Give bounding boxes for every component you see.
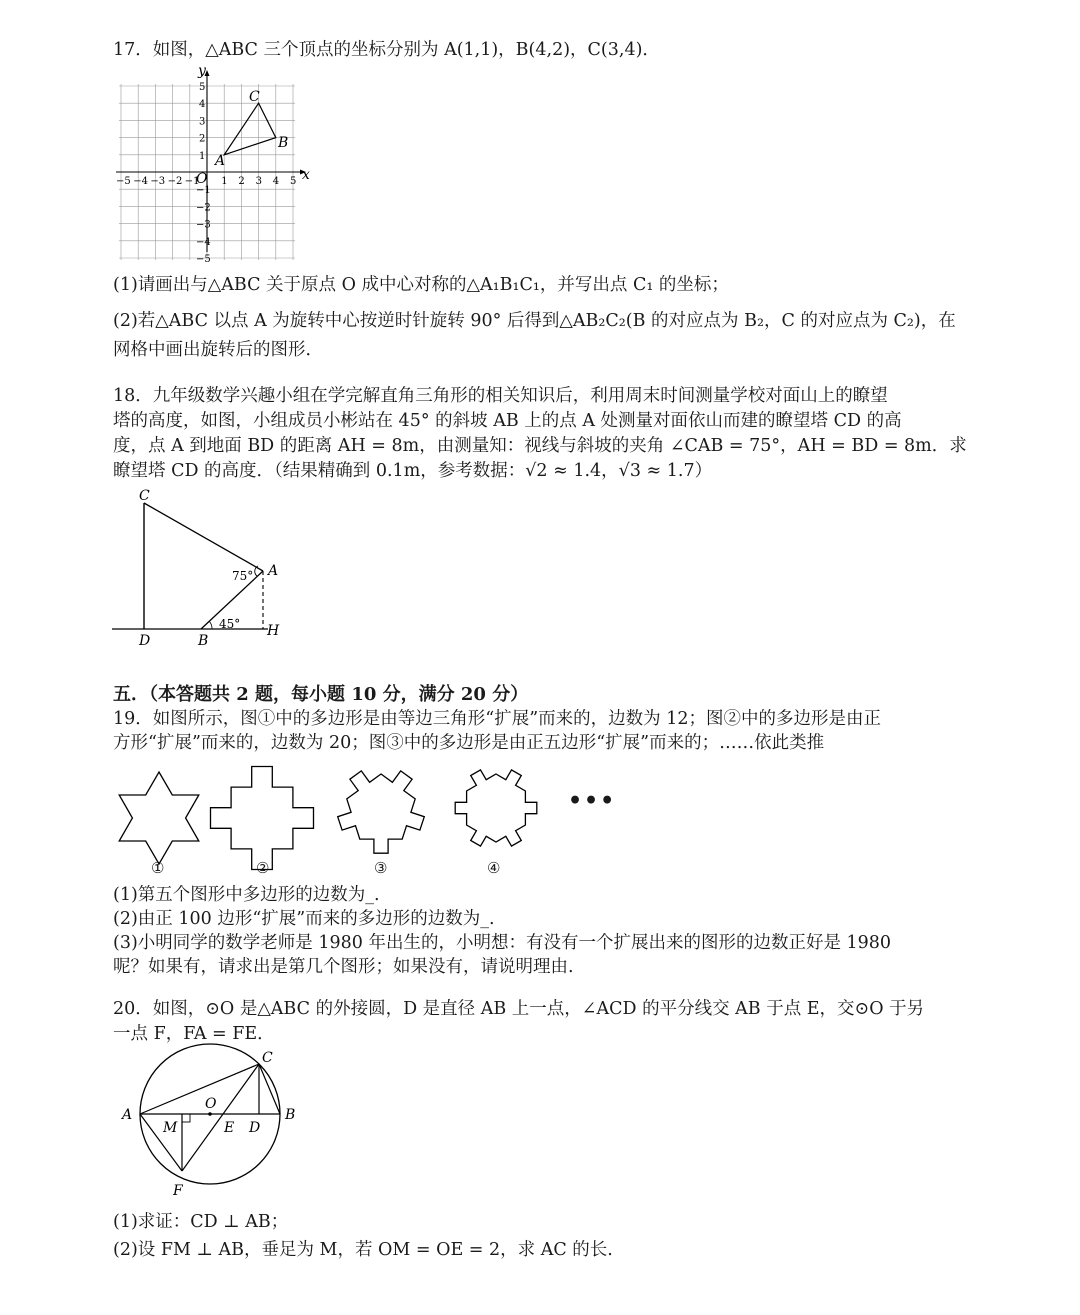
star-polygon bbox=[119, 772, 199, 864]
y-axis-label: y bbox=[198, 63, 206, 79]
hexagon-extended-polygon bbox=[455, 770, 537, 846]
point-b-label-20: B bbox=[285, 1107, 296, 1123]
x-tick-label: −2 bbox=[167, 176, 183, 187]
point-h-label: H bbox=[267, 623, 280, 639]
y-tick-label: −2 bbox=[196, 202, 211, 214]
q19-ellipsis: ••• bbox=[568, 788, 617, 814]
y-tick-label: −3 bbox=[196, 219, 211, 231]
point-b-label: B bbox=[198, 633, 209, 649]
x-tick-label: −5 bbox=[116, 176, 131, 187]
cross-polygon bbox=[211, 767, 314, 870]
point-c-label: C bbox=[139, 488, 150, 504]
x-tick-label: 1 bbox=[221, 176, 228, 187]
q17-part2-line1: (2)若△ABC 以点 A 为旋转中心按逆时针旋转 90° 后得到△AB₂C₂(B 的对应点为 B₂，C 的对应点为 C₂)，在 bbox=[113, 311, 956, 331]
q20-line1: 20．如图，⊙O 是△ABC 的外接圆，D 是直径 AB 上一点，∠ACD 的平分线交 AB 于点 E，交⊙O 于另 bbox=[113, 999, 925, 1019]
point-m-label: M bbox=[163, 1120, 178, 1136]
q20-part2: (2)设 FM ⊥ AB，垂足为 M，若 OM = OE = 2，求 AC 的长. bbox=[113, 1240, 613, 1260]
y-tick-label: −5 bbox=[196, 254, 211, 265]
q20-part1: (1)求证：CD ⊥ AB； bbox=[113, 1212, 289, 1232]
y-tick-label: −1 bbox=[196, 185, 211, 197]
q19-part3-line1: (3)小明同学的数学老师是 1980 年出生的，小明想：有没有一个扩展出来的图形的边数正好是 1980 bbox=[113, 933, 892, 953]
point-c-label-20: C bbox=[262, 1050, 273, 1066]
origin-label: O bbox=[196, 171, 208, 187]
x-tick-label: −1 bbox=[184, 176, 200, 187]
x-tick-label: −4 bbox=[133, 176, 148, 187]
x-tick-label: 3 bbox=[255, 176, 262, 187]
q20-circle-figure bbox=[112, 1046, 312, 1206]
triangle-abc bbox=[224, 103, 276, 155]
point-e-label: E bbox=[224, 1120, 235, 1136]
q17-part2-line2: 网格中画出旋转后的图形． bbox=[113, 340, 323, 360]
q17-part1: (1)请画出与△ABC 关于原点 O 成中心对称的△A₁B₁C₁，并写出点 C₁ 的坐标； bbox=[113, 275, 729, 295]
point-f-label: F bbox=[173, 1183, 183, 1199]
q19-label-1: ① bbox=[151, 859, 165, 877]
vertex-a-label: A bbox=[215, 153, 226, 169]
x-tick-label: 5 bbox=[290, 176, 297, 187]
y-tick-label: 1 bbox=[199, 150, 206, 162]
x-axis-label: x bbox=[302, 167, 310, 183]
q19-shape-2 bbox=[209, 765, 315, 871]
q17-coordinate-grid bbox=[112, 63, 312, 265]
point-o-label: O bbox=[205, 1096, 217, 1112]
q19-line1: 19．如图所示，图①中的多边形是由等边三角形“扩展”而来的，边数为 12；图②中的多边形是由正 bbox=[113, 709, 881, 729]
pentagon-extended-polygon bbox=[338, 771, 425, 853]
q19-label-2: ② bbox=[256, 859, 270, 877]
point-a-label-20: A bbox=[122, 1107, 133, 1123]
q17-stem: 17．如图，△ABC 三个顶点的坐标分别为 A(1,1)，B(4,2)，C(3,4)． bbox=[113, 40, 660, 60]
point-d-label: D bbox=[139, 633, 151, 649]
angle-75-label: 75° bbox=[232, 569, 254, 583]
x-tick-label: −3 bbox=[150, 176, 166, 187]
y-tick-label: 3 bbox=[199, 116, 206, 128]
y-tick-label: 2 bbox=[199, 133, 206, 145]
vertex-c-label: C bbox=[249, 89, 260, 105]
q19-part1: (1)第五个图形中多边形的边数为_. bbox=[113, 885, 380, 905]
q19-label-4: ④ bbox=[487, 859, 501, 877]
q19-line2: 方形“扩展”而来的，边数为 20；图③中的多边形是由正五边形“扩展”而来的；……依此类推 bbox=[113, 733, 825, 753]
y-tick-label: 4 bbox=[199, 99, 206, 111]
x-tick-label: 4 bbox=[272, 176, 280, 187]
q19-shape-3 bbox=[326, 752, 436, 862]
q19-part3-line2: 呢？如果有，请求出是第几个图形；如果没有，请说明理由. bbox=[113, 957, 574, 977]
q19-shape-1 bbox=[109, 768, 209, 868]
point-a-label: A bbox=[268, 563, 279, 579]
q18-line4: 瞭望塔 CD 的高度．（结果精确到 0.1m，参考数据：√2 ≈ 1.4，√3 ≈ 1.7） bbox=[113, 461, 713, 481]
q20-line2: 一点 F，FA = FE． bbox=[113, 1024, 275, 1044]
y-tick-label: −4 bbox=[196, 236, 211, 248]
q18-tower-figure bbox=[108, 486, 308, 649]
q18-line2: 塔的高度，如图，小组成员小彬站在 45° 的斜坡 AB 上的点 A 处测量对面依山而建的瞭望塔 CD 的高 bbox=[113, 411, 902, 431]
q19-part2: (2)由正 100 边形“扩展”而来的多边形的边数为_. bbox=[113, 909, 495, 929]
q19-shape-4 bbox=[444, 756, 548, 860]
q18-line3: 度，点 A 到地面 BD 的距离 AH = 8m，由测量知：视线与斜坡的夹角 ∠CAB = 75°，AH = BD = 8m．求 bbox=[113, 436, 967, 456]
point-d-label-20: D bbox=[249, 1120, 261, 1136]
vertex-b-label: B bbox=[278, 135, 289, 151]
section-heading: 五．（本答题共 2 题，每小题 10 分，满分 20 分） bbox=[113, 684, 529, 705]
x-tick-label: 2 bbox=[238, 176, 245, 187]
angle-45-label: 45° bbox=[219, 617, 241, 631]
y-tick-label: 5 bbox=[199, 82, 206, 93]
q19-label-3: ③ bbox=[374, 859, 388, 877]
q18-line1: 18．九年级数学兴趣小组在学完解直角三角形的相关知识后，利用周末时间测量学校对面山上的瞭望 bbox=[113, 386, 888, 406]
